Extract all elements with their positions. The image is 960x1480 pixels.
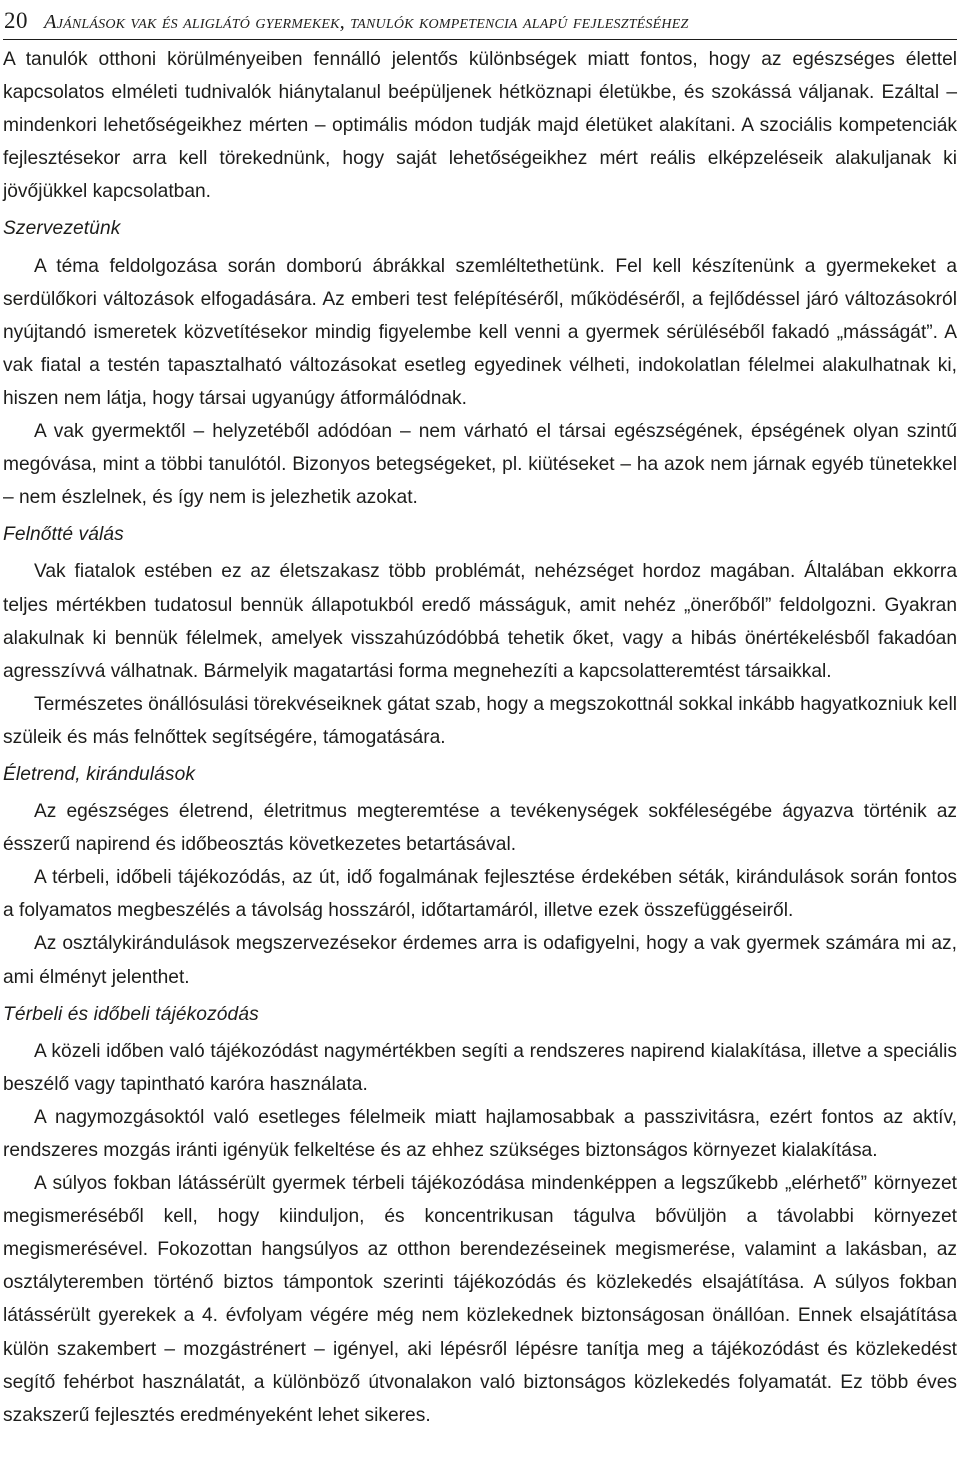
paragraph: A tanulók otthoni körülményeiben fennálló jelentős különbségek miatt fontos, hogy az egészséges élettel kapcsolatos elméleti tudnivalók hiánytalanul beépüljenek hétköznapi életükbe, és szokássá váljanak. Ezáltal – mindenkori lehetőségeikhez mérten – optimális módon tudják majd életüket alakítani. A szociális kompetenciák fejlesztésekor arra kell törekednünk, hogy saját lehetőségeikhez mért reális elképzeléseik alakuljanak ki jövőjükkel kapcsolatban. xyxy=(3,49,957,203)
document-body xyxy=(3,43,957,1432)
page-number: 20 xyxy=(4,8,28,33)
paragraph: A súlyos fokban látássérült gyermek térbeli tájékozódása mindenképpen a legszűkebb „elérhető” környezet megismeréséből kell, hogy kiinduljon, és koncentrikusan tágulva bővüljön a távolabbi környezet megismerésével. Fokozottan hangsúlyos az otthon berendezéseinek megismerése, valamint a lakásban, az osztályteremben történő biztos támpontok szerinti tájékozódás és közlekedés elsajátítása. A súlyos fokban látássérült gyerekek a 4. évfolyam végére még nem közlekednek biztonságosan önállóan. Ennek elsajátítása külön szakembert – mozgástrénert – igényel, aki lépésről lépésre tanítja meg a tájékozódást és közlekedést segítő fehérbot használatát, a különböző útvonalakon való biztonságos közlekedés folyamatát. Ez több éves szakszerű fejlesztés eredményeként lehet sikeres. xyxy=(3,1173,957,1426)
section-heading: Felnőtté válás xyxy=(3,524,124,546)
paragraph: Az egészséges életrend, életritmus megteremtése a tevékenységek sokféleségébe ágyazva történik az ésszerű napirend és időbeosztás következetes betartásával. xyxy=(3,801,957,856)
paragraph: Vak fiatalok estében ez az életszakasz több problémát, nehézséget hordoz magában. Általában ekkorra teljes mértékben tudatosul bennük állapotukból eredő másságuk, amit nehéz „önerőből” feldolgozni. Gyakran alakulnak ki bennük félelmek, amelyek visszahúzódóbbá tehetik őket, vagy a hibás önértékelésből fakadóan agresszívvá válhatnak. Bármelyik magatartási forma megnehezíti a kapcsolatteremtést társaikkal. xyxy=(3,561,957,682)
paragraph: A téma feldolgozása során domború ábrákkal szemléltethetünk. Fel kell készítenünk a gyermekeket a serdülőkori változások elfogadására. Az emberi test felépítéséről, működéséről, a fejlődéssel járó változásokról nyújtandó ismeretek közvetítésekor mindig figyelembe kell venni a gyermek sérüléséből fakadó „másságát”. A vak fiatal a testén tapasztalható változásokat esetleg egyedinek vélheti, indokolatlan félelmei alakulhatnak ki, hiszen nem látja, hogy társai ugyanúgy átformálódnak. xyxy=(3,255,957,409)
header-rule xyxy=(3,39,957,40)
paragraph: A vak gyermektől – helyzetéből adódóan – nem várható el társai egészségének, épségének olyan szintű megóvása, mint a többi tanulótól. Bizonyos betegségeket, pl. kiütéseket – ha azok nem járnak egyéb tünetekkel – nem észlelnek, és így nem is jelezhetik azokat. xyxy=(3,421,957,509)
paragraph: Az osztálykirándulások megszervezésekor érdemes arra is odafigyelni, hogy a vak gyermek számára mi az, ami élményt jelenthet. xyxy=(3,933,957,988)
running-title: Ajánlások vak és aliglátó gyermekek, tanulók kompetencia alapú fejlesztéséhez xyxy=(44,11,689,33)
paragraph: Természetes önállósulási törekvéseiknek gátat szab, hogy a megszokottnál sokkal inkább hagyatkozniuk kell szüleik és más felnőttek segítségére, támogatására. xyxy=(3,693,957,748)
section-heading: Szervezetünk xyxy=(3,218,121,240)
section-heading: Életrend, kirándulások xyxy=(3,763,196,785)
paragraph: A közeli időben való tájékozódást nagymértékben segíti a rendszeres napirend kialakítása, illetve a speciális beszélő vagy tapintható karóra használata. xyxy=(3,1040,957,1095)
section-heading: Térbeli és időbeli tájékozódás xyxy=(3,1003,259,1025)
paragraph: A nagymozgásoktól való esetleges félelmeik miatt hajlamosabbak a passzivitásra, ezért fontos az aktív, rendszeres mozgás iránti igényük felkeltése és az ehhez szükséges biztonságos környezet kialakítása. xyxy=(3,1106,957,1161)
paragraph: A térbeli, időbeli tájékozódás, az út, idő fogalmának fejlesztése érdekében séták, kirándulások során fontos a folyamatos megbeszélés a távolság hosszáról, időtartamáról, illetve ezek összefüggéseiről. xyxy=(3,867,957,922)
running-header xyxy=(3,2,957,40)
